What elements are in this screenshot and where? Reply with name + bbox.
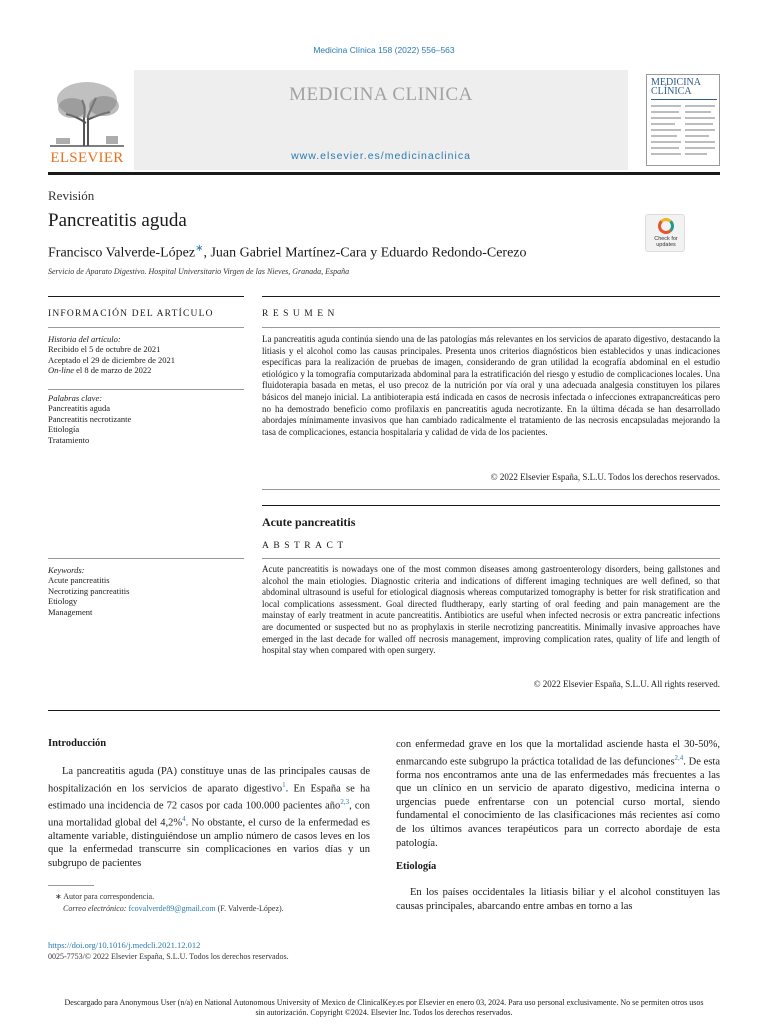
resumen-text: La pancreatitis aguda continúa siendo una de las patologías más relevantes en los servicios de aparato digestivo, destacando la litiasis y el alcohol como las causas principales. Presenta unos criterios diagnósticos bien establecidos y unas indicaciones específicas para la realización de pruebas de imagen, considerando de gran utilidad la ecografía abdominal en el estudio etiológico y la tomografía computarizada abdominal para la estratificación del riesgo y estudio de complicaciones locales. Una fluidoterapia basada en metas, el uso precoz de la nutrición por vía oral y una adecuada analgesia constituyen los pilares básicos del manejo inicial. La antibioterapia está indicada en casos de necrosis infectada o infecciones extrapancreáticas pero no ha demostrado beneficio como profilaxis en pancreatitis aguda necrotizante. En la última década se han desarrollado abordajes mínimamente invasivos que han cambiado radicalmente el tratamiento de las necrosis encapsuladas mejorando la tasa de complicaciones, estancia hospitalaria y calidad de vida de los pacientes.	[262, 334, 720, 437]
online-date: On-line el 8 de marzo de 2022	[48, 365, 152, 376]
email-link[interactable]: fcovalverde89@gmail.com	[128, 904, 216, 913]
author-rest: , Juan Gabriel Martínez-Cara y Eduardo Redondo-Cerezo	[203, 245, 527, 261]
etiology-paragraph: En los países occidentales la litiasis biliar y el alcohol constituyen las causas principales, abarcando entre ambas en torno a las	[396, 887, 720, 912]
keywords-en-rule	[48, 558, 244, 559]
reference-link[interactable]: 2,3	[340, 797, 350, 806]
check-for-updates-button[interactable]	[645, 214, 685, 252]
accepted-date: Aceptado el 29 de diciembre de 2021	[48, 354, 175, 365]
keyword-item: Necrotizing pancreatitis	[48, 585, 130, 596]
author-list	[48, 243, 527, 262]
abstract-heading: ABSTRACT	[262, 541, 348, 551]
keywords-en	[48, 565, 244, 617]
resumen-rule	[262, 327, 720, 328]
corresponding-author-link[interactable]: ∗	[195, 243, 204, 254]
introduction-paragraph: La pancreatitis aguda (PA) constituye unas de las principales causas de hospitalización en los servicios de aparato digestivo$^1$. En España se ha estimado una incidencia de 72 casos por cada 100.000 pacientes año$^{2,3}$, con una mortalidad global del 4,2%$^4$. No obstante, el curso de la enfermedad es altamente variable, distinguiéndose un amplio número de casos leves en los que la enfermedad transcurre sin complicaciones en varios días y un subgrupo de pacientes	[48, 766, 370, 870]
author-first: Francisco Valverde-López	[48, 245, 196, 261]
received-date: Recibido el 5 de octubre de 2021	[48, 344, 161, 355]
keyword-item: Etiología	[48, 424, 80, 435]
cover-title: MEDICINA CLÍNICA	[651, 77, 701, 97]
resumen-top-rule	[262, 296, 720, 297]
journal-cover-thumbnail[interactable]	[646, 74, 720, 166]
reference-link[interactable]: 2,4	[674, 753, 684, 762]
check-updates-icon	[658, 218, 674, 234]
header-rule	[48, 172, 720, 175]
resumen-copyright: © 2022 Elsevier España, S.L.U. Todos los derechos reservados.	[490, 472, 720, 482]
front-matter-bottom-rule	[48, 710, 720, 711]
footnote-email: Correo electrónico: fcovalverde89@gmail.com (F. Valverde-López).	[63, 904, 284, 913]
keywords-es	[48, 393, 244, 445]
issn-copyright: 0025-7753/© 2022 Elsevier España, S.L.U. Todos los derechos reservados.	[48, 952, 289, 961]
publisher-logo-text: ELSEVIER	[50, 150, 124, 166]
abstract-text: Acute pancreatitis is nowadays one of the most common diseases among gastroenterology disorders, being gallstones and alcohol the main etiologies. Diagnostic criteria and indications of different imaging techniques are well defined, so that abdominal ultrasound is useful for etiological diagnosis whereas computarized tomography is better for risk stratification and local complications assessment. Goal directed fludtherapy, early starting of oral feeding and pain management are the mainstay of early treatment in acute pancreatitis. Antibiotics are useful when infected necrosis or extra pancreatic infections are documented or suspected but no as prophylaxis in sterile necrotizing pancreatitis. Minimally invasive approaches have emerged in the last decade for walled off necrosis management, improving complication rates, quality of life and length of hospital stay when compared with open surgery.	[262, 564, 720, 656]
abstract-rule	[262, 558, 720, 559]
info-rule	[48, 327, 244, 328]
doi-link[interactable]: https://doi.org/10.1016/j.medcli.2021.12.012	[48, 940, 201, 950]
journal-title: MEDICINA CLINICA	[289, 84, 473, 105]
info-top-rule	[48, 296, 244, 297]
keyword-item: Pancreatitis aguda	[48, 403, 111, 414]
resumen-bottom-rule	[262, 489, 720, 490]
introduction-heading: Introducción	[48, 738, 107, 749]
affiliation: Servicio de Aparato Digestivo. Hospital Universitario Virgen de las Nieves, Granada, España	[48, 267, 350, 276]
footnote-line: ∗ Autor para correspondencia.	[55, 892, 155, 901]
footnote-rule	[48, 885, 94, 886]
etiology-heading: Etiología	[396, 861, 437, 872]
footnote	[55, 891, 375, 915]
article-title: Pancreatitis aguda	[48, 210, 187, 231]
abstract-top-rule	[262, 505, 720, 506]
keyword-item: Etiology	[48, 596, 78, 607]
journal-banner	[48, 70, 720, 170]
elsevier-tree-logo	[48, 78, 126, 148]
journal-reference[interactable]: Medicina Clínica 158 (2022) 556–563	[313, 45, 455, 55]
reference-link[interactable]: 1	[282, 780, 286, 789]
article-history	[48, 334, 244, 376]
keywords-es-label: Palabras clave:	[48, 393, 103, 403]
keywords-en-label: Keywords:	[48, 565, 85, 575]
download-notice: Descargado para Anonymous User (n/a) en National Autonomous University of Mexico de ClinicalKey.es por Elsevier en enero 03, 2024. Para uso personal exclusivamente. No se permiten otros usos sin autorización. Copyright ©2024. Elsevier Inc. Todos los derechos reservados.	[64, 998, 704, 1017]
introduction-continued: con enfermedad grave en los que la mortalidad asciende hasta el 30-50%, enmarcando este subgrupo la práctica totalidad de las defunciones$^{2,4}$. De esta forma nos encontramos ante una de las enfermedades más frecuentes a las que un clínico en un servicio de aparato digestivo, medicina interna o urgencias puede enfrentarse con un potencial curso mortal, siendo fundamental el conocimiento de las clasificaciones más recientes así como de los últimos avances terapéuticos para un correcto abordaje de esta patología.	[396, 739, 720, 849]
article-type: Revisión	[48, 188, 95, 203]
abstract-copyright: © 2022 Elsevier España, S.L.U. All rights reserved.	[533, 679, 720, 689]
journal-url-link[interactable]: www.elsevier.es/medicinaclinica	[291, 150, 471, 162]
keyword-item: Pancreatitis necrotizante	[48, 413, 132, 424]
article-info-heading: INFORMACIÓN DEL ARTÍCULO	[48, 309, 214, 319]
english-title: Acute pancreatitis	[262, 515, 356, 529]
keyword-item: Management	[48, 606, 93, 617]
history-rule	[48, 389, 244, 390]
history-label: Historia del artículo:	[48, 334, 121, 344]
keyword-item: Acute pancreatitis	[48, 575, 110, 586]
check-updates-label: Check for updates	[654, 236, 678, 248]
banner-center-panel	[134, 70, 628, 170]
keyword-item: Tratamiento	[48, 434, 90, 445]
reference-link[interactable]: 4	[182, 814, 186, 823]
resumen-heading: RESUMEN	[262, 309, 339, 319]
